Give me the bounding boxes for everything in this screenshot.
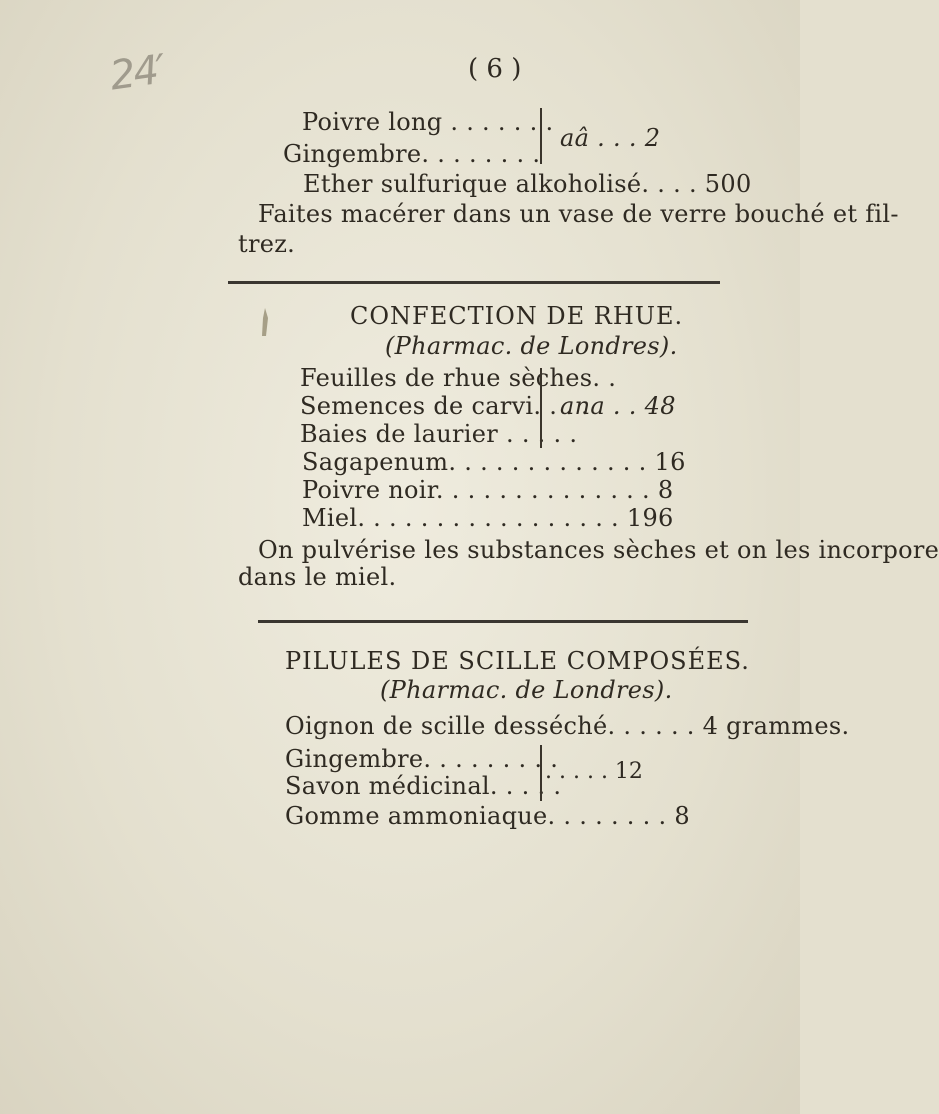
instruction-text: dans le miel. (238, 563, 397, 591)
recipe-item: Savon médicinal. . . . . (285, 772, 562, 800)
section-title: CONFECTION DE RHUE. (350, 302, 684, 330)
recipe-item: Feuilles de rhue sèches. . (300, 364, 617, 392)
instruction-text: Faites macérer dans un vase de verre bouché et fil- (258, 200, 899, 228)
section-source: (Pharmac. de Londres). (380, 676, 673, 704)
recipe-item: Sagapenum. . . . . . . . . . . . . 16 (302, 448, 686, 476)
margin-pencil-note: 24′ (107, 46, 167, 100)
grouping-brace (540, 368, 542, 448)
recipe-item: Miel. . . . . . . . . . . . . . . . . 196 (302, 504, 674, 532)
recipe-item: Semences de carvi. . . . (300, 392, 589, 420)
section-divider (258, 620, 748, 623)
page-number: ( 6 ) (468, 54, 522, 84)
section-title: PILULES DE SCILLE COMPOSÉES. (285, 647, 750, 675)
recipe-dose: . . . . . 12 (545, 759, 643, 784)
recipe-item: Baies de laurier . . . . . (300, 420, 578, 448)
section-divider (228, 281, 720, 284)
recipe-item: Gingembre. . . . . . . . . (285, 745, 559, 773)
recipe-item: Ether sulfurique alkoholisé. . . . 500 (303, 170, 752, 198)
recipe-item: Gomme ammoniaque. . . . . . . . 8 (285, 802, 690, 830)
instruction-text: trez. (238, 230, 296, 258)
recipe-dose: ana . . 48 (560, 392, 676, 420)
section-source: (Pharmac. de Londres). (385, 332, 678, 360)
grouping-brace (540, 108, 542, 164)
instruction-text: On pulvérise les substances sèches et on les incorpore (258, 536, 939, 564)
recipe-item: Poivre noir. . . . . . . . . . . . . . 8 (302, 476, 674, 504)
grouping-brace (540, 745, 542, 801)
recipe-item: Poivre long . . . . . . . (302, 108, 554, 136)
recipe-item: Oignon de scille desséché. . . . . . 4 grammes. (285, 712, 850, 740)
recipe-dose: aâ . . . 2 (560, 124, 661, 152)
recipe-item: Gingembre. . . . . . . . (283, 140, 541, 168)
ink-stain-mark (257, 306, 273, 340)
